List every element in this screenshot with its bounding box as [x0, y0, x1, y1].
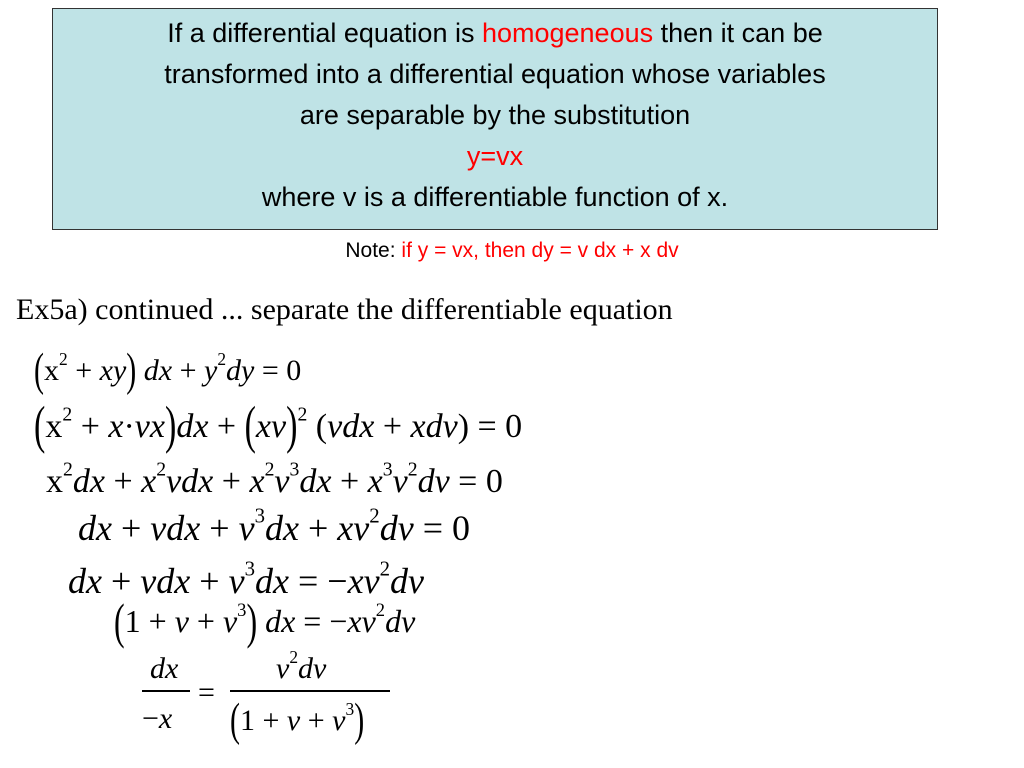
- lhs-numerator: dx: [150, 652, 179, 685]
- homogeneous-term: homogeneous: [481, 18, 654, 48]
- note-text: if y = vx, then dy = v dx + x dv: [401, 239, 679, 262]
- equation-6: $(1 + v + v^3)$ dx = $-xv^2dv$: [114, 592, 416, 649]
- lhs-fraction-bar: [142, 690, 190, 692]
- rhs-numerator: $v^2dv$: [276, 647, 327, 685]
- equation-1: $(x^2 + xy)$ dx + $y^2dy = 0$: [34, 344, 302, 396]
- definition-line-3: are separable by the substitution: [299, 100, 691, 130]
- rhs-denominator: $(1 + v + v^3)$: [230, 694, 365, 746]
- rhs-fraction-bar: [230, 690, 390, 692]
- example-heading: Ex5a) continued ... separate the differentiable equation: [16, 293, 673, 326]
- equation-3: $x^2dx + x^2vdx + x^2v^3dx + x^3v^2dv = 0$: [46, 458, 503, 500]
- substitution-formula: y=vx: [466, 141, 524, 171]
- definition-line-2: transformed into a differential equation whose variables: [164, 59, 826, 89]
- definition-line-5: where v is a differentiable function of x.: [261, 182, 729, 212]
- definition-line-1: If a differential equation is homogeneous then it can be: [167, 18, 823, 48]
- equation-2: $(x^2 + x\cdot vx)dx + (xv)^2$ (vdx + xdv) = 0: [34, 397, 523, 455]
- equation-4: dx + vdx + $v^3dx + xv^2dv = 0$: [78, 503, 470, 548]
- equation-5: dx + vdx + $v^3dx = -xv^2dv$: [68, 556, 424, 601]
- note-label: Note:: [345, 239, 396, 262]
- equals-sign: =: [198, 676, 215, 709]
- lhs-denominator: −x: [142, 702, 173, 735]
